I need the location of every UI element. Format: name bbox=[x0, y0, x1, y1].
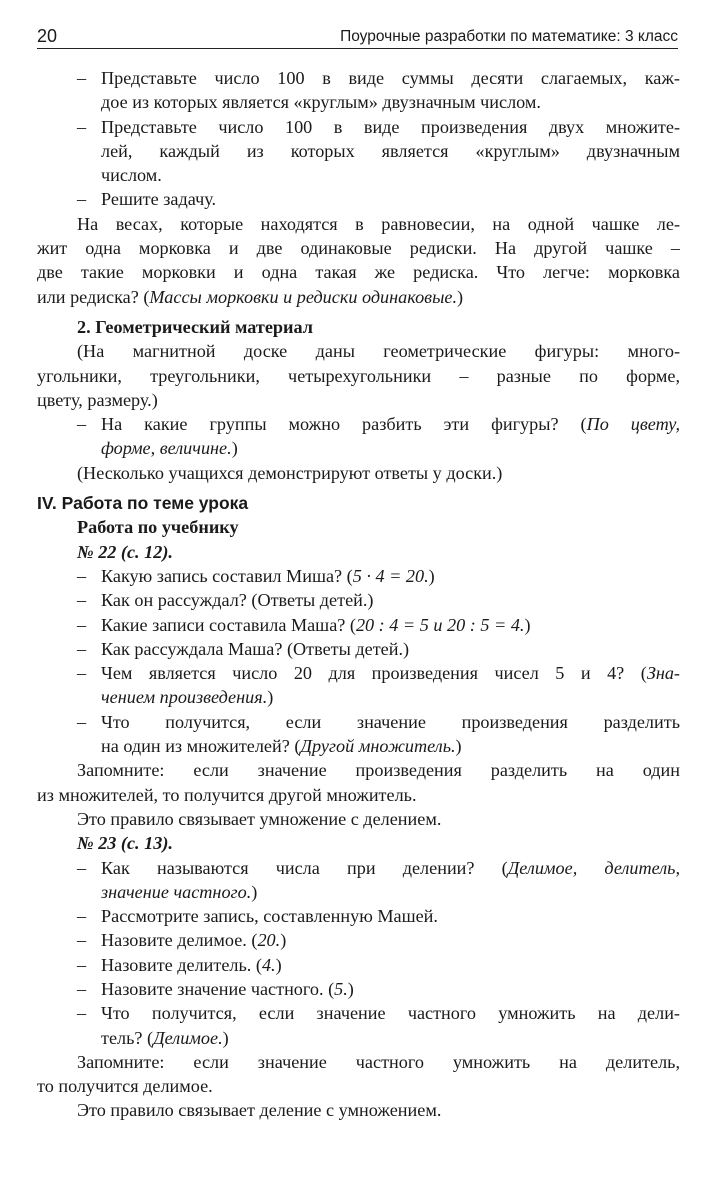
dash-bullet: – bbox=[77, 189, 87, 210]
text-run: ) bbox=[267, 687, 274, 708]
text-run: Запомните: если значение произведения разделить на один bbox=[77, 760, 680, 781]
text-run: Запомните: если значение частного умножить на делитель, bbox=[77, 1051, 680, 1072]
text-line bbox=[37, 90, 680, 114]
dash-list-item bbox=[37, 613, 680, 637]
text-run: ) bbox=[347, 978, 354, 999]
dash-bullet: – bbox=[77, 68, 87, 88]
dash-list-item bbox=[37, 1001, 680, 1025]
dash-bullet: – bbox=[77, 930, 87, 951]
text-run: то получится делимое. bbox=[37, 1076, 213, 1097]
emphasis-text: 4. bbox=[261, 954, 276, 975]
text-line bbox=[37, 285, 680, 309]
text-line bbox=[37, 1098, 680, 1122]
text-run: Представьте число 100 в виде суммы десяти слагаемых, каж- bbox=[101, 68, 680, 88]
page-body bbox=[37, 66, 680, 1123]
emphasis-text: Делимое. bbox=[153, 1027, 223, 1048]
dash-list-item bbox=[37, 904, 680, 928]
text-run: угольники, треугольники, четырехугольники – разные по форме, bbox=[37, 365, 680, 386]
text-line bbox=[37, 212, 680, 236]
dash-bullet: – bbox=[77, 857, 87, 878]
emphasis-text: 5. bbox=[334, 978, 348, 999]
dash-bullet: – bbox=[77, 663, 87, 684]
text-run: На весах, которые находятся в равновесии, на одной чашке ле- bbox=[77, 213, 680, 234]
emphasis-text: Работа по учебнику bbox=[77, 517, 239, 538]
text-run: Как он рассуждал? (Ответы детей.) bbox=[101, 590, 374, 611]
dash-list-item bbox=[37, 928, 680, 952]
emphasis-text: форме, величине. bbox=[101, 438, 232, 459]
text-line bbox=[37, 436, 680, 460]
text-run: Что получится, если значение произведения разделить bbox=[101, 711, 680, 732]
text-run: ) bbox=[280, 930, 287, 951]
dash-bullet: – bbox=[77, 711, 87, 732]
text-line bbox=[37, 1026, 680, 1050]
dash-list-item bbox=[37, 66, 680, 90]
dash-bullet: – bbox=[77, 565, 87, 586]
text-line bbox=[37, 364, 680, 388]
text-line bbox=[37, 1074, 680, 1098]
text-run: Какие записи составила Маша? ( bbox=[101, 614, 356, 635]
dash-list-item bbox=[37, 564, 680, 588]
dash-list-item bbox=[37, 661, 680, 685]
subsection-heading bbox=[37, 315, 680, 339]
text-run: ) bbox=[251, 881, 258, 902]
text-run: ) bbox=[222, 1027, 229, 1048]
dash-bullet: – bbox=[77, 906, 87, 927]
text-run: цвету, размеру.) bbox=[37, 389, 158, 410]
text-run: На какие группы можно разбить эти фигуры? ( bbox=[101, 414, 587, 435]
page-number: 20 bbox=[37, 26, 58, 46]
dash-list-item bbox=[37, 412, 680, 436]
emphasis-text: По цвету, bbox=[586, 414, 680, 435]
dash-list-item bbox=[37, 187, 680, 211]
emphasis-text: 20. bbox=[257, 930, 281, 951]
text-run: на один из множителей? ( bbox=[101, 736, 301, 757]
text-run: Это правило связывает деление с умножением. bbox=[77, 1100, 442, 1121]
text-line bbox=[37, 388, 680, 412]
text-line bbox=[37, 734, 680, 758]
text-line bbox=[37, 461, 680, 485]
dash-list-item bbox=[37, 953, 680, 977]
text-line bbox=[37, 515, 680, 539]
text-run: Представьте число 100 в виде произведения двух множите- bbox=[101, 116, 680, 137]
dash-list-item bbox=[37, 115, 680, 139]
text-run: ) bbox=[455, 736, 462, 757]
text-run: ) bbox=[428, 565, 435, 586]
section-heading bbox=[37, 491, 680, 515]
emphasis-text: № 22 (с. 12). bbox=[77, 541, 173, 562]
text-run: Как называются числа при делении? ( bbox=[101, 857, 508, 878]
text-run: 2. Геометрический материал bbox=[77, 316, 313, 337]
dash-list-item bbox=[37, 710, 680, 734]
emphasis-text: значение частного. bbox=[101, 881, 252, 902]
text-run: или редиска? ( bbox=[37, 286, 150, 307]
text-run: Рассмотрите запись, составленную Машей. bbox=[101, 906, 438, 927]
emphasis-text: Зна- bbox=[646, 663, 680, 684]
dash-list-item bbox=[37, 856, 680, 880]
text-line bbox=[37, 260, 680, 284]
text-line bbox=[37, 339, 680, 363]
text-line bbox=[37, 236, 680, 260]
text-run: Это правило связывает умножение с делением. bbox=[77, 808, 442, 829]
emphasis-text: Делимое, делитель, bbox=[507, 857, 680, 878]
text-run: Как рассуждала Маша? (Ответы детей.) bbox=[101, 638, 410, 659]
text-run: Какую запись составил Миша? ( bbox=[101, 565, 353, 586]
text-run: две такие морковки и одна такая же редиска. Что легче: морковка bbox=[37, 262, 680, 283]
text-line bbox=[37, 758, 680, 782]
text-run: ) bbox=[231, 438, 238, 459]
running-title: Поурочные разработки по математике: 3 класс bbox=[340, 28, 678, 45]
running-header bbox=[37, 22, 678, 49]
emphasis-text: чением произведения. bbox=[101, 687, 268, 708]
text-run: тель? ( bbox=[101, 1027, 154, 1048]
text-line bbox=[37, 1050, 680, 1074]
dash-bullet: – bbox=[77, 614, 87, 635]
text-run: ) bbox=[524, 614, 531, 635]
text-run: Назовите делитель. ( bbox=[101, 954, 262, 975]
dash-bullet: – bbox=[77, 590, 87, 611]
text-line bbox=[37, 880, 680, 904]
dash-list-item bbox=[37, 637, 680, 661]
dash-list-item bbox=[37, 977, 680, 1001]
dash-list-item bbox=[37, 588, 680, 612]
emphasis-text: 5 · 4 = 20. bbox=[352, 565, 429, 586]
text-line bbox=[37, 783, 680, 807]
text-run: дое из которых является «круглым» двузначным числом. bbox=[101, 92, 541, 113]
text-run: числом. bbox=[101, 165, 162, 186]
emphasis-text: Массы морковки и редиски одинаковые. bbox=[149, 286, 458, 307]
text-line bbox=[37, 139, 680, 163]
dash-bullet: – bbox=[77, 414, 87, 435]
emphasis-text: 20 : 4 = 5 и 20 : 5 = 4. bbox=[355, 614, 525, 635]
text-run: жит одна морковка и две одинаковые редиски. На другой чашке – bbox=[37, 238, 680, 259]
text-run: IV. Работа по теме урока bbox=[37, 493, 249, 514]
dash-bullet: – bbox=[77, 954, 87, 975]
text-line bbox=[37, 831, 680, 855]
text-run: (Несколько учащихся демонстрируют ответы у доски.) bbox=[77, 462, 503, 483]
dash-bullet: – bbox=[77, 116, 87, 137]
text-run: ) bbox=[275, 954, 282, 975]
text-line bbox=[37, 163, 680, 187]
text-run: (На магнитной доске даны геометрические фигуры: много- bbox=[77, 341, 680, 362]
text-run: ) bbox=[457, 286, 464, 307]
text-line bbox=[37, 540, 680, 564]
dash-bullet: – bbox=[77, 978, 87, 999]
text-run: Решите задачу. bbox=[101, 189, 217, 210]
text-run: лей, каждый из которых является «круглым» двузначным bbox=[101, 140, 680, 161]
text-run: Что получится, если значение частного умножить на дели- bbox=[101, 1003, 680, 1024]
text-run: Назовите делимое. ( bbox=[101, 930, 258, 951]
text-line bbox=[37, 807, 680, 831]
dash-bullet: – bbox=[77, 1003, 87, 1024]
dash-bullet: – bbox=[77, 638, 87, 659]
text-run: Назовите значение частного. ( bbox=[101, 978, 335, 999]
emphasis-text: № 23 (с. 13). bbox=[77, 833, 173, 854]
text-line bbox=[37, 685, 680, 709]
emphasis-text: Другой множитель. bbox=[300, 736, 456, 757]
text-run: Чем является число 20 для произведения чисел 5 и 4? ( bbox=[101, 663, 647, 684]
text-run: из множителей, то получится другой множитель. bbox=[37, 784, 417, 805]
